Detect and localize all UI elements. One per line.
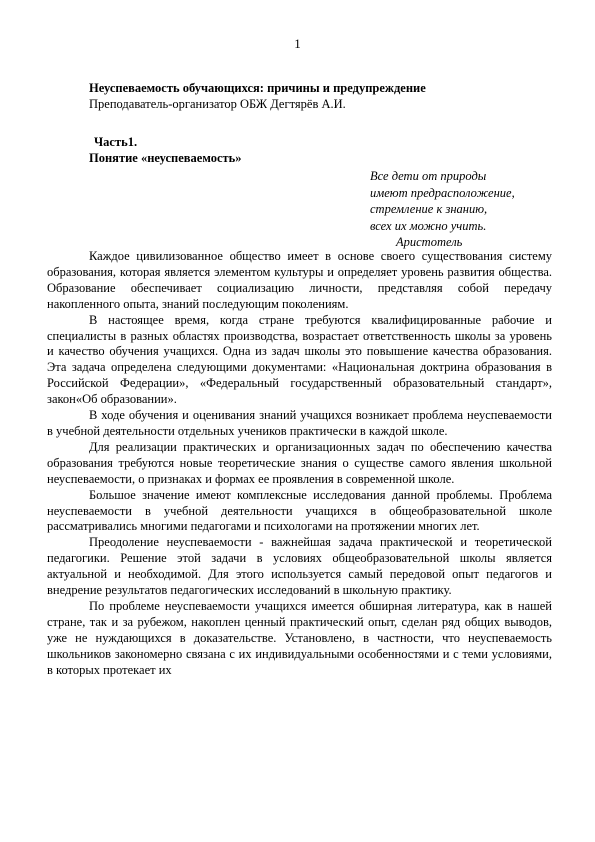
author-line: Преподаватель-организатор ОБЖ Дегтярёв А.И. (89, 97, 346, 111)
epigraph (370, 168, 515, 251)
page-number: 1 (294, 36, 301, 51)
section-header (89, 134, 242, 166)
epigraph-author: Аристотель (396, 235, 463, 249)
section-heading: Понятие «неуспеваемость» (89, 151, 242, 165)
paragraph: В ходе обучения и оценивания знаний учащихся возникает проблема неуспеваемости в учебной деятельности отдельных учеников практически в каждой школе. (47, 408, 552, 438)
section-part-label: Часть1. (94, 135, 138, 149)
epigraph-line: всех их можно учить. (370, 218, 487, 233)
body-text (47, 249, 552, 678)
epigraph-line: имеют предрасположение, (370, 185, 515, 200)
paragraph: Для реализации практических и организационных задач по обеспечению качества образования требуются новые теоретические знания о существе самого явления школьной неуспеваемости, о признаках и формах ее проявления в современной школе. (47, 439, 552, 486)
epigraph-line: Все дети от природы (370, 169, 487, 183)
paragraph: Большое значение имеют комплексные исследования данной проблемы. Проблема неуспеваемости в учебной деятельности учащихся в общеобразовательной школе рассматривались многими педагогами и психологами на протяжении многих лет. (47, 487, 552, 534)
paragraph: Преодоление неуспеваемости - важнейшая задача практической и теоретической педагогики. Решение этой задачи в условиях общеобразовательной школы является актуальной и необходимой. Для этого используется самый передовой опыт педагогов и внедрение результатов педагогических исследований в школьную практику. (47, 535, 552, 598)
paragraph: В настоящее время, когда стране требуются квалифицированные рабочие и специалисты в разных областях производства, возрастает ответственность школы за уровень и качество обучения учащихся. Одна из задач школы это повышение качества образования. Эта задача определена следующими документами: «Национальная доктрина образования в Российской Федерации», «Федеральный государственный образовательный стандарт», закон«Об образовании». (47, 312, 552, 407)
paragraph: По проблеме неуспеваемости учащихся имеется обширная литература, как в нашей стране, так и за рубежом, накоплен ценный практический опыт, сделан ряд общих выводов, уже не нуждающихся в доказательстве. Установлено, в частности, что неуспеваемость школьников закономерно связана с их индивидуальными особенностями и с теми условиями, в которых протекает их (47, 598, 552, 677)
document-header (89, 80, 559, 112)
epigraph-line: стремление к знанию, (370, 202, 488, 216)
document-title: Неуспеваемость обучающихся: причины и предупреждение (89, 81, 426, 95)
paragraph: Каждое цивилизованное общество имеет в основе своего существования систему образования, которая является элементом культуры и определяет уровень развития общества. Образование обеспечивает социализацию личности, представляя собой передачу накопленного опыта, знаний последующим поколениям. (47, 249, 552, 311)
